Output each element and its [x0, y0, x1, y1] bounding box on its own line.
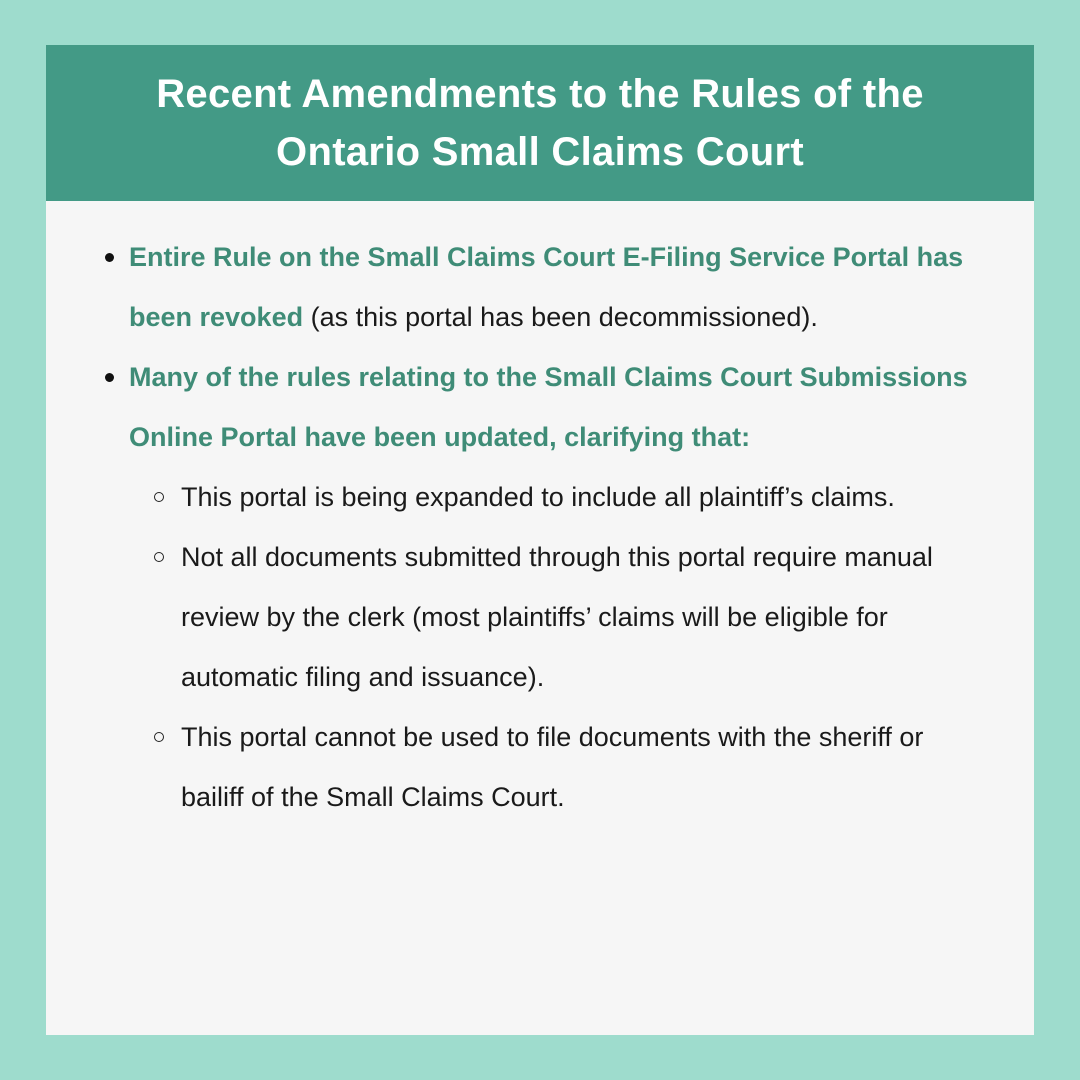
sub-item-text: Not all documents submitted through this portal require manual review by the clerk (most plaintiffs’ claims will be eligible for automatic filing and issuance).	[181, 542, 933, 692]
amendments-card	[46, 45, 1034, 1035]
amendments-content	[46, 227, 1034, 827]
list-item-submissions-online	[129, 347, 1034, 827]
sub-item-expanded	[181, 467, 980, 527]
bullet-circle-icon	[154, 492, 164, 502]
title-line-2: Ontario Small Claims Court	[276, 130, 804, 174]
bullet-dot-icon	[105, 253, 114, 262]
sub-item-sheriff-bailiff	[181, 707, 980, 827]
clarifications-list	[129, 467, 980, 827]
title-banner	[46, 45, 1034, 201]
highlight-efiling-revoked: Entire Rule on the Small Claims Court E-Filing Service Portal has been revoked	[129, 242, 964, 332]
bullet-circle-icon	[154, 732, 164, 742]
item-text-decommissioned: (as this portal has been decommissioned).	[303, 302, 818, 332]
sub-item-manual-review	[181, 527, 980, 707]
bullet-circle-icon	[154, 552, 164, 562]
title-line-1: Recent Amendments to the Rules of the	[156, 72, 924, 116]
sub-item-text: This portal is being expanded to include all plaintiff’s claims.	[181, 482, 895, 512]
highlight-submissions-online: Many of the rules relating to the Small Claims Court Submissions Online Portal have been updated, clarifying that:	[129, 362, 968, 452]
amendments-list	[46, 227, 1034, 827]
bullet-dot-icon	[105, 373, 114, 382]
page-title	[156, 65, 924, 181]
list-item-efiling-revoked	[129, 227, 1034, 347]
sub-item-text: This portal cannot be used to file documents with the sheriff or bailiff of the Small Claims Court.	[181, 722, 924, 812]
